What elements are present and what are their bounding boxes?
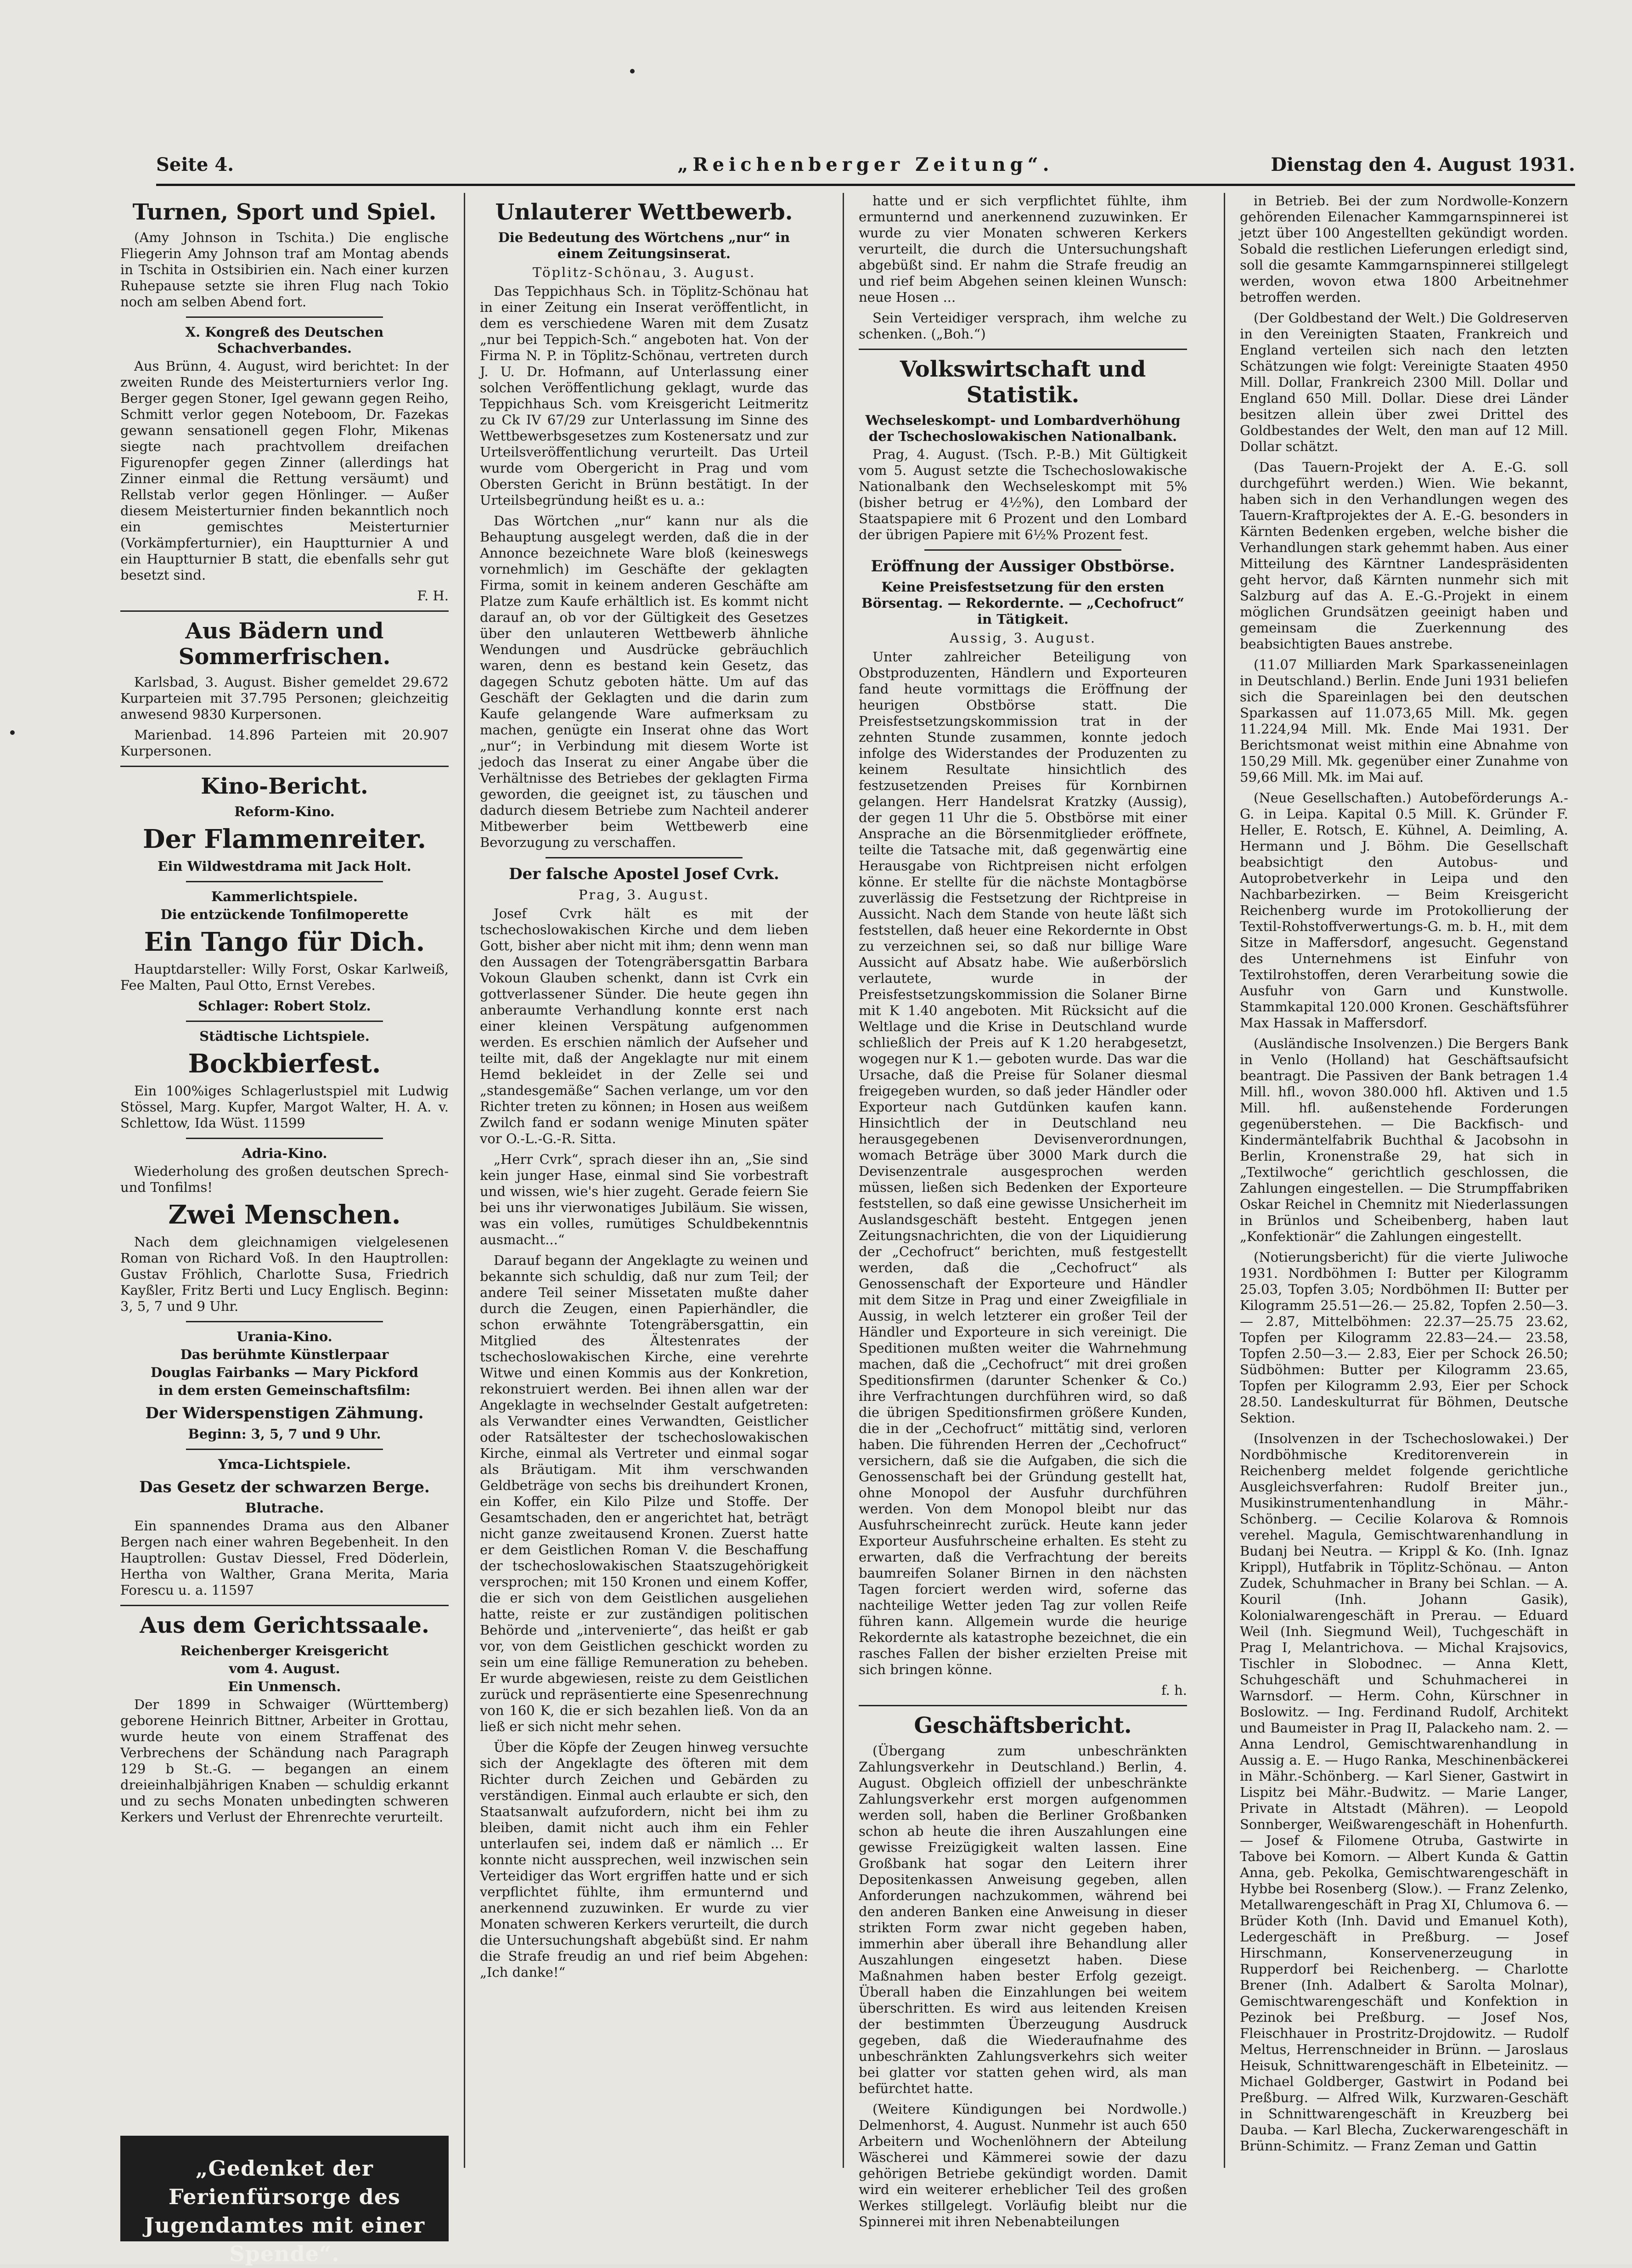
issue-date: Dienstag den 4. August 1931. bbox=[1271, 154, 1575, 175]
divider bbox=[859, 1705, 1187, 1706]
column-1 bbox=[120, 193, 449, 2131]
article-headline: Wechseleskompt- und Lombardverhöhung der Tschechoslowakischen Nationalbank. bbox=[865, 412, 1181, 444]
divider bbox=[859, 349, 1187, 350]
court-name: Reichenberger Kreisgericht bbox=[180, 1643, 389, 1659]
cinema-name: Städtische Lichtspiele. bbox=[199, 1028, 370, 1044]
article-title: Eröffnung der Aussiger Obstbörse. bbox=[871, 557, 1175, 575]
article-paragraph: (Das Tauern-Projekt der A. E.-G. soll durchgeführt werden.) Wien. Wie bekannt, haben sich in den Verhandlungen wegen des Tauern-Kraftprojektes der A. E.-G. besonders in Kärnten Bedenken ergeben, welche bisher die Verhandlungen stark gehemmt haben. Aus einer Mitteilung des Kärntner Landespräsidenten geht hervor, daß Kärnten nunmehr sich mit Salzburg auf das A. E.-G.-Projekt in einem möglichen Grundsätzen geeinigt haben und gemeinsam die Zuerkennung des beabsichtigten Baues anstrebe. bbox=[1240, 459, 1568, 652]
film-title: Zwei Menschen. bbox=[168, 1200, 401, 1230]
film-cast: Nach dem gleichnamigen vielgelesenen Roman von Richard Voß. In den Hauptrollen: Gustav Fröhlich, Charlotte Susa, Friedrich Kayßler, Fritz Berti und Lucy Englisch. Beginn: 3, 5, 7 und 9 Uhr. bbox=[120, 1234, 449, 1314]
divider bbox=[924, 549, 1121, 551]
column-4 bbox=[1240, 193, 1568, 2191]
article-paragraph: Sein Verteidiger versprach, ihm welche zu schenken. („Boh.“) bbox=[859, 310, 1187, 342]
court-date: vom 4. August. bbox=[229, 1661, 340, 1676]
divider bbox=[120, 610, 449, 612]
article-headline: Ein Unmensch. bbox=[228, 1679, 341, 1694]
article-paragraph: Der 1899 in Schwaiger (Württemberg) geborene Heinrich Bittner, Arbeiter in Grottau, wurde heute von einem Straffenat des Verbrechens der Schändung nach Paragraph 129 b St.-G. — begangen an einem dreieinhalbjährigen Knaben — schuldig erkannt und zu sechs Monaten unbedingten schweren Kerkers und Verlust der Ehrenrechte verurteilt. bbox=[120, 1697, 449, 1825]
film-title: Der Widerspenstigen Zähmung. bbox=[145, 1404, 424, 1422]
header-rule bbox=[156, 184, 1575, 186]
article-paragraph: Darauf begann der Angeklagte zu weinen und bekannte sich schuldig, daß nur zum Teil; der andere Teil seiner Missetaten mußte daher durch die Zeugen, einen Papierhändler, die schon erwähnte Totengräbersgattin, ein Mitglied des Ältestenrates der tschechoslowakischen Kirche, eine verehrte Witwe und einen Kommis aus der Konkretion, rekonstruiert werden. Bei ihnen allen war der Angeklagte in wechselnder Gestalt aufgetreten: als Verwandter eines Verwandten, Geistlicher oder Ratsältester der tschechoslowakischen Kirche, einmal als Vertreter und einmal sogar als Bräutigam. Mit ihm verschwanden Geldbeträge von sechs bis dreihundert Kronen, ein Koffer, ein Kilo Pilze und Stoffe. Der Gesamtschaden, den er angerichtet hat, beträgt nicht ganze zweitausend Kronen. Zuerst hatte er dem Geistlichen Roman V. die Beschaffung der tschechoslowakischen Staatszugehörigkeit versprochen; mit 150 Kronen und einem Koffer, die er sich von dem Geistlichen ausgeliehen hatte, reiste er zur zuständigen politischen Behörde und „intervenierte“, das heißt er gab vor, von dem Geistlichen geschickt worden zu sein um eine fällige Remuneration zu beheben. Er wurde abgewiesen, reiste zu dem Geistlichen zurück und repräsentierte eine Spesenrechnung von 160 K, die er sich bezahlen ließ. Von da an ließ er sich nicht mehr sehen. bbox=[480, 1252, 808, 1734]
film-subtitle: Blutrache. bbox=[245, 1500, 324, 1516]
column-2 bbox=[480, 193, 808, 2191]
divider bbox=[186, 1138, 383, 1139]
cinema-name: Adria-Kino. bbox=[242, 1145, 327, 1161]
column-3 bbox=[859, 193, 1187, 2229]
newspaper-name: „Reichenberger Zeitung“. bbox=[677, 154, 1054, 175]
article-title: Unlauterer Wettbewerb. bbox=[495, 199, 793, 225]
divider bbox=[186, 316, 383, 318]
film-stars: Douglas Fairbanks — Mary Pickford bbox=[150, 1365, 418, 1380]
charity-banner: „Gedenket der Ferienfürsorge des Jugendamtes mit einer Spende“. bbox=[120, 2136, 449, 2241]
film-cast: Hauptdarsteller: Willy Forst, Oskar Karlweiß, Fee Malten, Paul Otto, Ernst Verebes. bbox=[120, 961, 449, 993]
film-times: Beginn: 3, 5, 7 und 9 Uhr. bbox=[188, 1426, 381, 1442]
cinema-name: Ymca-Lichtspiele. bbox=[218, 1456, 351, 1472]
economy-section-title: Volkswirtschaft und Statistik. bbox=[900, 356, 1146, 408]
article-paragraph: hatte und er sich verpflichtet fühlte, ihm ermunternd und anerkennend zuzuwinken. Er wurde zu vier Monaten schweren Kerkers verurteilt, die durch die Untersuchungshaft abgebüßt sind. Er nahm die Strafe freudig an und rief beim Abgehen seinen kleinen Wunsch: neue Hosen ... bbox=[859, 193, 1187, 305]
article-paragraph: „Herr Cvrk“, sprach dieser ihn an, „Sie sind kein junger Hase, einmal sind Sie vorbestraft und wissen, wie's hier zugeht. Gerade feiern Sie bei uns ihr vierwonatiges Jubiläum. Sie wissen, was ein volles, rumütiges Schuldbekenntnis ausmacht...“ bbox=[480, 1151, 808, 1247]
divider bbox=[186, 881, 383, 882]
film-description: in dem ersten Gemeinschaftsfilm: bbox=[158, 1382, 411, 1398]
article-paragraph: Das Teppichhaus Sch. in Töplitz-Schönau hat in einer Zeitung ein Inserat veröffentlicht, in dem es verschiedene Waren mit dem Zusatz „nur bei Teppich-Sch.“ angeboten hat. Von der Firma N. P. in Töplitz-Schönau, vertreten durch J. U. Dr. Hofmann, auf Unterlassung einer solchen Veröffentlichung geklagt, wurde das Teppichhaus Sch. vom Kreisgericht Leitmeritz zu Ck IV 67/29 zur Unterlassung im Sinne des Wettbewerbsgesetzes zum Kostenersatz und zur Urteilsveröffentlichung verurteilt. Das Urteil wurde vom Obergericht in Prag und vom Obersten Gericht in Brünn bestätigt. In der Urteilsbegründung heißt es u. a.: bbox=[480, 283, 808, 508]
film-title: Bockbierfest. bbox=[188, 1049, 381, 1079]
film-description: Wiederholung des großen deutschen Sprech- und Tonfilms! bbox=[120, 1163, 449, 1195]
dateline: Prag, 3. August. bbox=[578, 887, 710, 903]
page-header bbox=[156, 149, 1575, 181]
divider bbox=[186, 1449, 383, 1450]
column-rule bbox=[464, 193, 465, 2168]
article-paragraph: in Betrieb. Bei der zum Nordwolle-Konzern gehörenden Eilenacher Kammgarnspinnerei ist jetzt über 100 Angestellten gekündigt worden. Sobald die restlichen Lieferungen erledigt sind, soll die gesamte Kammgarnspinnerei stillgelegt werden, wovon etwa 1800 Arbeitnehmer betroffen werden. bbox=[1240, 193, 1568, 305]
court-section-title: Aus dem Gerichtssaale. bbox=[140, 1613, 429, 1638]
film-description: Das berühmte Künstlerpaar bbox=[180, 1347, 389, 1362]
film-description: Ein spannendes Drama aus den Albaner Bergen nach einer wahren Begebenheit. In den Hauptrollen: Gustav Diessel, Fred Döderlein, Hertha von Walther, Grana Merita, Maria Forescu u. a. 11597 bbox=[120, 1518, 449, 1598]
article-paragraph: (Der Goldbestand der Welt.) Die Goldreserven in den Vereinigten Staaten, Frankreich und England verteilen sich nach den letzten Schätzungen wie folgt: Vereinigte Staaten 4950 Mill. Dollar, Frankreich 2300 Mill. Dollar und England 650 Mill. Dollar. Diese drei Länder besitzen allein über zwei Drittel des Goldbestandes der Welt, den man auf 12 Mill. Dollar schätzt. bbox=[1240, 310, 1568, 454]
article-title: Der falsche Apostel Josef Cvrk. bbox=[509, 865, 779, 883]
film-description: Ein 100%iges Schlagerlustspiel mit Ludwig Stössel, Marg. Kupfer, Margot Walter, H. A. v. Schlettow, Ida Wüst. 11599 bbox=[120, 1083, 449, 1131]
divider bbox=[120, 1605, 449, 1606]
film-title: Der Flammenreiter. bbox=[142, 824, 427, 854]
article-paragraph: (Ausländische Insolvenzen.) Die Bergers Bank in Venlo (Holland) hat Geschäftsaufsicht beantragt. Die Passiven der Bank betragen 1.4 Mill. hfl., wovon 380.000 hfl. Aktiven und 1.5 Mill. hfl. außenstehende Forderungen gegenüberstehen. — Die Backfisch- und Kindermäntelfabrik Buchthal & Jacobsohn in Berlin, Kronenstraße 29, hat sich in „Textilwoche“ gerichtlich geschlossen, die Zahlungen eingestellen. — Die Strumpffabriken Oskar Reichel in Chemnitz mit Niederlassungen in Brünlos und Scheibenberg, haben laut „Konfektionär“ die Zahlungen eingestellt. bbox=[1240, 1036, 1568, 1244]
article-paragraph: Josef Cvrk hält es mit der tschechoslowakischen Kirche und dem lieben Gott, bisher aber nicht mit ihm; denn wenn man den Aussagen der Totengräbersgattin Barbara Vokoun Glauben schenkt, dann ist Cvrk ein gottverlassener Sünder. Die heute gegen ihn anberaumte Verhandlung konnte erst nach einer kleinen Verspätung aufgenommen werden. Es erschien nämlich der Aufseher und teilte mit, daß der Angeklagte nur mit einem Hemd bekleidet in der Zelle sei und „standesgemäße“ Sachen verlange, um vor den Richter treten zu können; in Hosen aus weißem Zwilch fand er sodann wenige Minuten später vor O.-L.-G.-R. Sitta. bbox=[480, 906, 808, 1146]
article-paragraph: Unter zahlreicher Beteiligung von Obstproduzenten, Händlern und Exporteuren fand heute vormittags die Eröffnung der heurigen Obstbörse statt. Die Preisfestsetzungskommission trat in der zehnten Stunde zusammen, konnte jedoch infolge des Widerstandes der Produzenten zu keinem Resultate hinsichtlich des festzusetzenden Preises für Kornbirnen gelangen. Herr Handelsrat Kratzky (Aussig), der gegen 11 Uhr die 5. Obstbörse mit einer Ansprache an die Börsenmitglieder eröffnete, teilte die Tatsache mit, daß gegenwärtig eine Herausgabe von Richtpreisen nicht erfolgen könne. Er stellte für die nächste Montagbörse zuverlässig die Festsetzung der Richtpreise in Aussicht. Nach dem Stande von heute läßt sich feststellen, daß heuer eine Rekordernte in Obst zu verzeichnen sei, so daß nur billige Ware Aussicht auf Absatz habe. Wie außerbörslich verlautete, wurde in der Preisfestsetzungskommission die Solaner Birne mit K 1.40 angeboten. Mit Rücksicht auf die Weltlage und die Krise in Deutschland wurde schließlich der Preis auf K 1.20 herabgesetzt, wogegen nur K 1.— geboten wurde. Das war die Ursache, daß die Preise für Solaner diesmal freigegeben wurden, so daß jeder Händler oder Exporteur nach Gutdünken kaufen kann. Hinsichtlich der in Deutschland neu herausgegebenen Devisenverordnungen, womach Beträge über 3000 Mark durch die Devisenzentrale ausgesprochen werden müssen, ließen sich Bedenken der Exporteure feststellen, so daß eine gewisse Unsicherheit im Auslandsgeschäft besteht. Entgegen jenen Zeitungsnachrichten, die von der Liquidierung der „Cechofruct“ berichten, muß festgestellt werden, daß die „Cechofruct“ als Genossenschaft der Exporteure und Händler mit dem Sitze in Prag und einer Zweigfiliale in Aussig, in welch letzterer ein großer Teil der Händler und Exporteure in sich vereinigt. Die Speditionen mußten weiter die Wahrnehmung machen, daß die „Cechofruct“ mit drei großen Speditionsfirmen (darunter Schenker & Co.) ihre Verfrachtungen durchführen wird, so daß die übrigen Speditionsfirmen größere Kunden, die in der „Cechofruct“ mittätig sind, verloren haben. Die führenden Herren der „Cechofruct“ versichern, daß sie die Aufgaben, die sich die Genossenschaft bei der Gründung gestellt hat, ohne Monopol der Ausfuhr durchführen werden. Von dem Monopol bleibt nur das Ausfuhrscheinrecht zurück. Heute kann jeder Exporteur Ausfuhrscheine erhalten. Es steht zu erwarten, daß die Verfrachtung der bereits baumreifen Solaner Birnen in den nächsten Tagen forciert werden wird, soferne das nachteilige Wetter jeden Tag zur vollen Reife führen kann. Allgemein wurde die heurige Rekordernte als katastrophe bezeichnet, die ein rasches Fallen der bisher erzielten Preise mit sich bringen könne. bbox=[859, 649, 1187, 1677]
article-paragraph: Prag, 4. August. (Tsch. P.-B.) Mit Gültigkeit vom 5. August setzte die Tschechoslowakische Nationalbank den Wechseleskompt mit 5% (bisher betrug er 4½%), den Lombard der Staatspapiere mit 6 Prozent und den Lombard der übrigen Papiere mit 6½% Prozent fest. bbox=[859, 446, 1187, 542]
article-paragraph: (Übergang zum unbeschränkten Zahlungsverkehr in Deutschland.) Berlin, 4. August. Obgleich offiziell der unbeschränkte Zahlungsverkehr erst morgen aufgenommen werden soll, haben die Berliner Großbanken schon ab heute die ihren Auszahlungen eine gewisse Freizügigkeit walten lassen. Eine Großbank hat sogar den Leitern ihrer Depositenkassen Anweisung gegeben, allen Anforderungen nachzukommen, während bei den anderen Banken eine Anweisung in dieser strikten Form zwar nicht gegeben haben, immerhin aber überall ihre Behandlung aller Auszahlungen eingesetzt haben. Diese Maßnahmen haben bester Erfolg gezeigt. Überall haben die Einzahlungen bei weitem überschritten. Es wird aus leitenden Kreisen der bestimmten Überzeugung Ausdruck gegeben, daß die Wiederaufnahme des unbeschränkten Zahlungsverkehrs sich weiter bei glatter vor statten gehen wird, als man befürchtet hatte. bbox=[859, 1743, 1187, 2096]
article-paragraph: Aus Brünn, 4. August, wird berichtet: In der zweiten Runde des Meisterturniers verlor Ing. Berger gegen Stoner, Igel gewann gegen Reiho, Schmitt verlor gegen Noteboom, Dr. Fazekas gewann sensationell gegen Flohr, Mikenas siegte nach prachtvollem dreifachen Figurenopfer gegen Zinner (allerdings hat Zinner einmal die Rettung versäumt) und Rellstab verlor gegen Hönlinger. — Außer diesem Meisterturnier finden bekanntlich noch ein gemischtes Meisterturnier (Vorkämpferturnier), ein Hauptturnier A und ein Hauptturnier B statt, die ebenfalls sehr gut besetzt sind. bbox=[120, 358, 449, 583]
divider bbox=[186, 1021, 383, 1022]
film-description: Die entzückende Tonfilmoperette bbox=[160, 907, 409, 922]
dateline: Töplitz-Schönau, 3. August. bbox=[532, 265, 756, 280]
article-paragraph: Marienbad. 14.896 Parteien mit 20.907 Kurpersonen. bbox=[120, 727, 449, 759]
divider bbox=[546, 857, 743, 858]
author-signature: F. H. bbox=[417, 588, 449, 604]
author-signature: f. h. bbox=[1161, 1682, 1187, 1698]
article-subtitle: Die Bedeutung des Wörtchens „nur“ in einem Zeitungsinserat. bbox=[498, 230, 790, 261]
column-rule bbox=[1224, 193, 1225, 2168]
article-paragraph: (Notierungsbericht) für die vierte Juliwoche 1931. Nordböhmen I: Butter per Kilogramm 25.03, Topfen 3.05; Nordböhmen II: Butter per Kilogramm 25.51—26.— 25.82, Topfen 2.50—3.— 2.87, Mittelböhmen: 22.37—25.75 23.62, Topfen per Kilogramm 22.83—24.— 23.58, Topfen 2.50—3.— 2.83, Eier per Schock 26.50; Südböhmen: Butter per Kilogramm 23.65, Topfen per Kilogramm 2.93, Eier per Schock 28.50. Landeskulturrat für Böhmen, Deutsche Sektion. bbox=[1240, 1249, 1568, 1426]
article-paragraph: Das Wörtchen „nur“ kann nur als die Behauptung ausgelegt werden, daß die in der Annonce bezeichnete Ware bloß (keineswegs vornehmlich) im Geschäfte der geklagten Firma, somit in keinem anderen Geschäfte am Platze zum Kaufe erhältlich ist. Es kommt nicht darauf an, ob vor der Gültigkeit des Gesetzes über den unlauteren Wettbewerb ähnliche Wendungen und Ausdrücke gebräuchlich waren, denn es bestand kein Gesetz, das dagegen Schutz geboten hätte. Um auf das Geschäft der Geklagten und die darin zum Kaufe gelangende Ware aufmerksam zu machen, genügte ein Inserat ohne das Wort „nur“; in Verbindung mit diesem Worte ist jedoch das Inserat zu einer Angabe über die Verhältnisse des Betriebes der geklagten Firma geworden, die geeignet ist, zu täuschen und dadurch diesem Betriebe zum Nachteil anderer Mitbewerber beim Wettbewerb eine Bevorzugung zu verschaffen. bbox=[480, 513, 808, 850]
page-number: Seite 4. bbox=[156, 154, 234, 175]
divider bbox=[120, 766, 449, 767]
cinema-name: Urania-Kino. bbox=[236, 1329, 332, 1344]
article-paragraph: (Amy Johnson in Tschita.) Die englische Fliegerin Amy Johnson traf am Montag abends in Tschita in Ostsibirien ein. Nach einer kurzen Ruhepause setzte sie ihren Flug nach Tokio noch am selben Abend fort. bbox=[120, 230, 449, 310]
article-paragraph: (Weitere Kündigungen bei Nordwolle.) Delmenhorst, 4. August. Nunmehr ist auch 650 Arbeitern und Wochenlöhnern der Abteilung Wäscherei und Kämmerei sowie der dazu gehörigen Betriebe gekündigt worden. Damit wird ein weiterer erheblicher Teil des großen Werkes stillgelegt. Vorläufig bleibt nur die Spinnerei mit ihren Nebenabteilungen bbox=[859, 2101, 1187, 2229]
scan-speck bbox=[630, 69, 635, 73]
baths-section-title: Aus Bädern und Sommerfrischen. bbox=[178, 618, 391, 670]
article-paragraph: (Neue Gesellschaften.) Autobeförderungs A.-G. in Leipa. Kapital 0.5 Mill. K. Gründer F. Heller, E. Rotsch, E. Kühnel, A. Deimling, A. Hermann und J. Böhm. Die Gesellschaft beabsichtigt den Autobus- und Autoprobetverkehr in Leipa und den Nachbarbezirken. — Beim Kreisgericht Reichenberg wurde im Protokollierung der Textil-Rohstoffverwertungs-G. m. b. H., mit dem Sitze in Maffersdorf, angesucht. Gegenstand des Unternehmens ist Einfuhr von Textilrohstoffen, deren Verarbeitung sowie die Ausfuhr von Garn und Kunstwolle. Stammkapital 120.000 Kronen. Geschäftsführer Max Hassak in Maffersdorf. bbox=[1240, 790, 1568, 1031]
film-description: Ein Wildwestdrama mit Jack Holt. bbox=[158, 858, 411, 874]
cinema-name: Reform-Kino. bbox=[234, 804, 335, 819]
article-paragraph: (11.07 Milliarden Mark Sparkasseneinlagen in Deutschland.) Berlin. Ende Juni 1931 beliefen sich die Spareinlagen bei den deutschen Sparkassen auf 11.073,65 Mill. Mk. gegen 11.224,94 Mill. Mk. Ende Mai 1931. Der Berichtsmonat weist mithin eine Abnahme von 150,29 Mill. Mk. gegenüber einer Zunahme von 59,66 Mill. Mk. im Mai auf. bbox=[1240, 657, 1568, 785]
scan-speck bbox=[10, 730, 15, 735]
article-subtitle: Keine Preisfestsetzung für den ersten Börsentag. — Rekordernte. — „Cechofruct“ in Tätigkeit. bbox=[861, 579, 1185, 627]
business-section-title: Geschäftsbericht. bbox=[914, 1713, 1132, 1738]
article-paragraph: Karlsbad, 3. August. Bisher gemeldet 29.672 Kurparteien mit 37.795 Personen; gleichzeitig anwesend 9830 Kurpersonen. bbox=[120, 674, 449, 722]
sport-section-title: Turnen, Sport und Spiel. bbox=[132, 199, 437, 225]
dateline: Aussig, 3. August. bbox=[949, 630, 1097, 646]
cinema-section-title: Kino-Bericht. bbox=[201, 773, 368, 799]
film-title: Ein Tango für Dich. bbox=[144, 927, 425, 957]
cinema-name: Kammerlichtspiele. bbox=[211, 889, 358, 904]
film-title: Das Gesetz der schwarzen Berge. bbox=[139, 1478, 430, 1496]
film-music: Schlager: Robert Stolz. bbox=[198, 998, 371, 1014]
column-rule bbox=[843, 193, 844, 2168]
article-paragraph: Über die Köpfe der Zeugen hinweg versuchte sich der Angeklagte des öfteren mit dem Richter durch Zeichen und Gebärden zu verständigen. Einmal auch erlaubte er sich, den Staatsanwalt aufzufordern, nicht bei ihm zu bleiben, damit nicht auch ihm ein Fehler unterlaufen sei, indem daß er nämlich ... Er konnte nicht aussprechen, weil inzwischen sein Verteidiger das Wort ergriffen hatte und er sich verpflichtet fühlte, ihm ermunternd und anerkennend zuzuwinken. Er wurde zu vier Monaten schweren Kerkers verurteilt, die durch die Untersuchungshaft abgebüßt sind. Er nahm die Strafe freudig an und rief beim Abgehen: „Ich danke!“ bbox=[480, 1739, 808, 1980]
divider bbox=[186, 1321, 383, 1322]
article-paragraph: (Insolvenzen in der Tschechoslowakei.) Der Nordböhmische Kreditorenverein in Reichenberg meldet folgende gerichtliche Ausgleichsverfahren: Rudolf Breiter jun., Musikinstrumentenhandlung in Mähr.-Schönberg. — Cecilie Kolarova & Romnois verehel. Magula, Gemischtwarenhandlung in Budanj bei Neutra. — Krippl & Ko. (Inh. Ignaz Krippl), Hutfabrik in Töplitz-Schönau. — Anton Zudek, Schuhmacher in Brany bei Schlan. — A. Kouril (Inh. Johann Gasik), Kolonialwarengeschäft in Prerau. — Eduard Weil (Inh. Siegmund Weil), Tuchgeschäft in Prag I, Melantrichova. — Michal Krajsovics, Tischler in Slobodnec. — Anna Klett, Schuhgeschäft und Schuhmacherei in Warnsdorf. — Herm. Cohn, Kürschner in Boslowitz. — Ing. Ferdinand Rudolf, Architekt und Baumeister in Prag II, Palackeho nam. 2. — Anna Lendrol, Gemischtwarenhandlung in Aussig a. E. — Hugo Ranka, Meschinenbäckerei in Mähr.-Schönberg. — Karl Siener, Gastwirt in Lispitz bei Mähr.-Budwitz. — Marie Langer, Private in Altstadt (Mähren). — Leopold Sonnberger, Weißwarengeschäft in Hohenfurth. — Josef & Filomene Otruba, Gastwirte in Tabove bei Komorn. — Albert Kunda & Gattin Anna, geb. Pekolka, Gemischtwarengeschäft in Hybbe bei Rosenberg (Slow.). — Franz Zelenko, Metallwarengeschäft in Prag XI, Chlumova 6. — Brüder Koth (Inh. David und Emanuel Koth), Ledergeschäft in Preßburg. — Josef Hirschmann, Konservenerzeugung in Rupperdorf bei Reichenberg. — Charlotte Brener (Inh. Adalbert & Sarolta Molnar), Gemischtwarengeschäft und Konfektion in Pezinok bei Preßburg. — Josef Nos, Fleischhauer in Prostritz-Drojdowitz. — Rudolf Meltus, Herrenschneider in Brünn. — Jaroslaus Heisuk, Schnittwarengeschäft in Elbeteinitz. — Michael Goldberger, Gastwirt in Podand bei Preßburg. — Alfred Wilk, Kurzwaren-Geschäft in Schnittwarengeschäft in Kreuzberg bei Dauba. — Karl Blecha, Zuckerwarengeschäft in Brünn-Schimitz. — Franz Zeman und Gattin bbox=[1240, 1431, 1568, 2154]
article-headline: X. Kongreß des Deutschen Schachverbandes. bbox=[185, 324, 384, 356]
